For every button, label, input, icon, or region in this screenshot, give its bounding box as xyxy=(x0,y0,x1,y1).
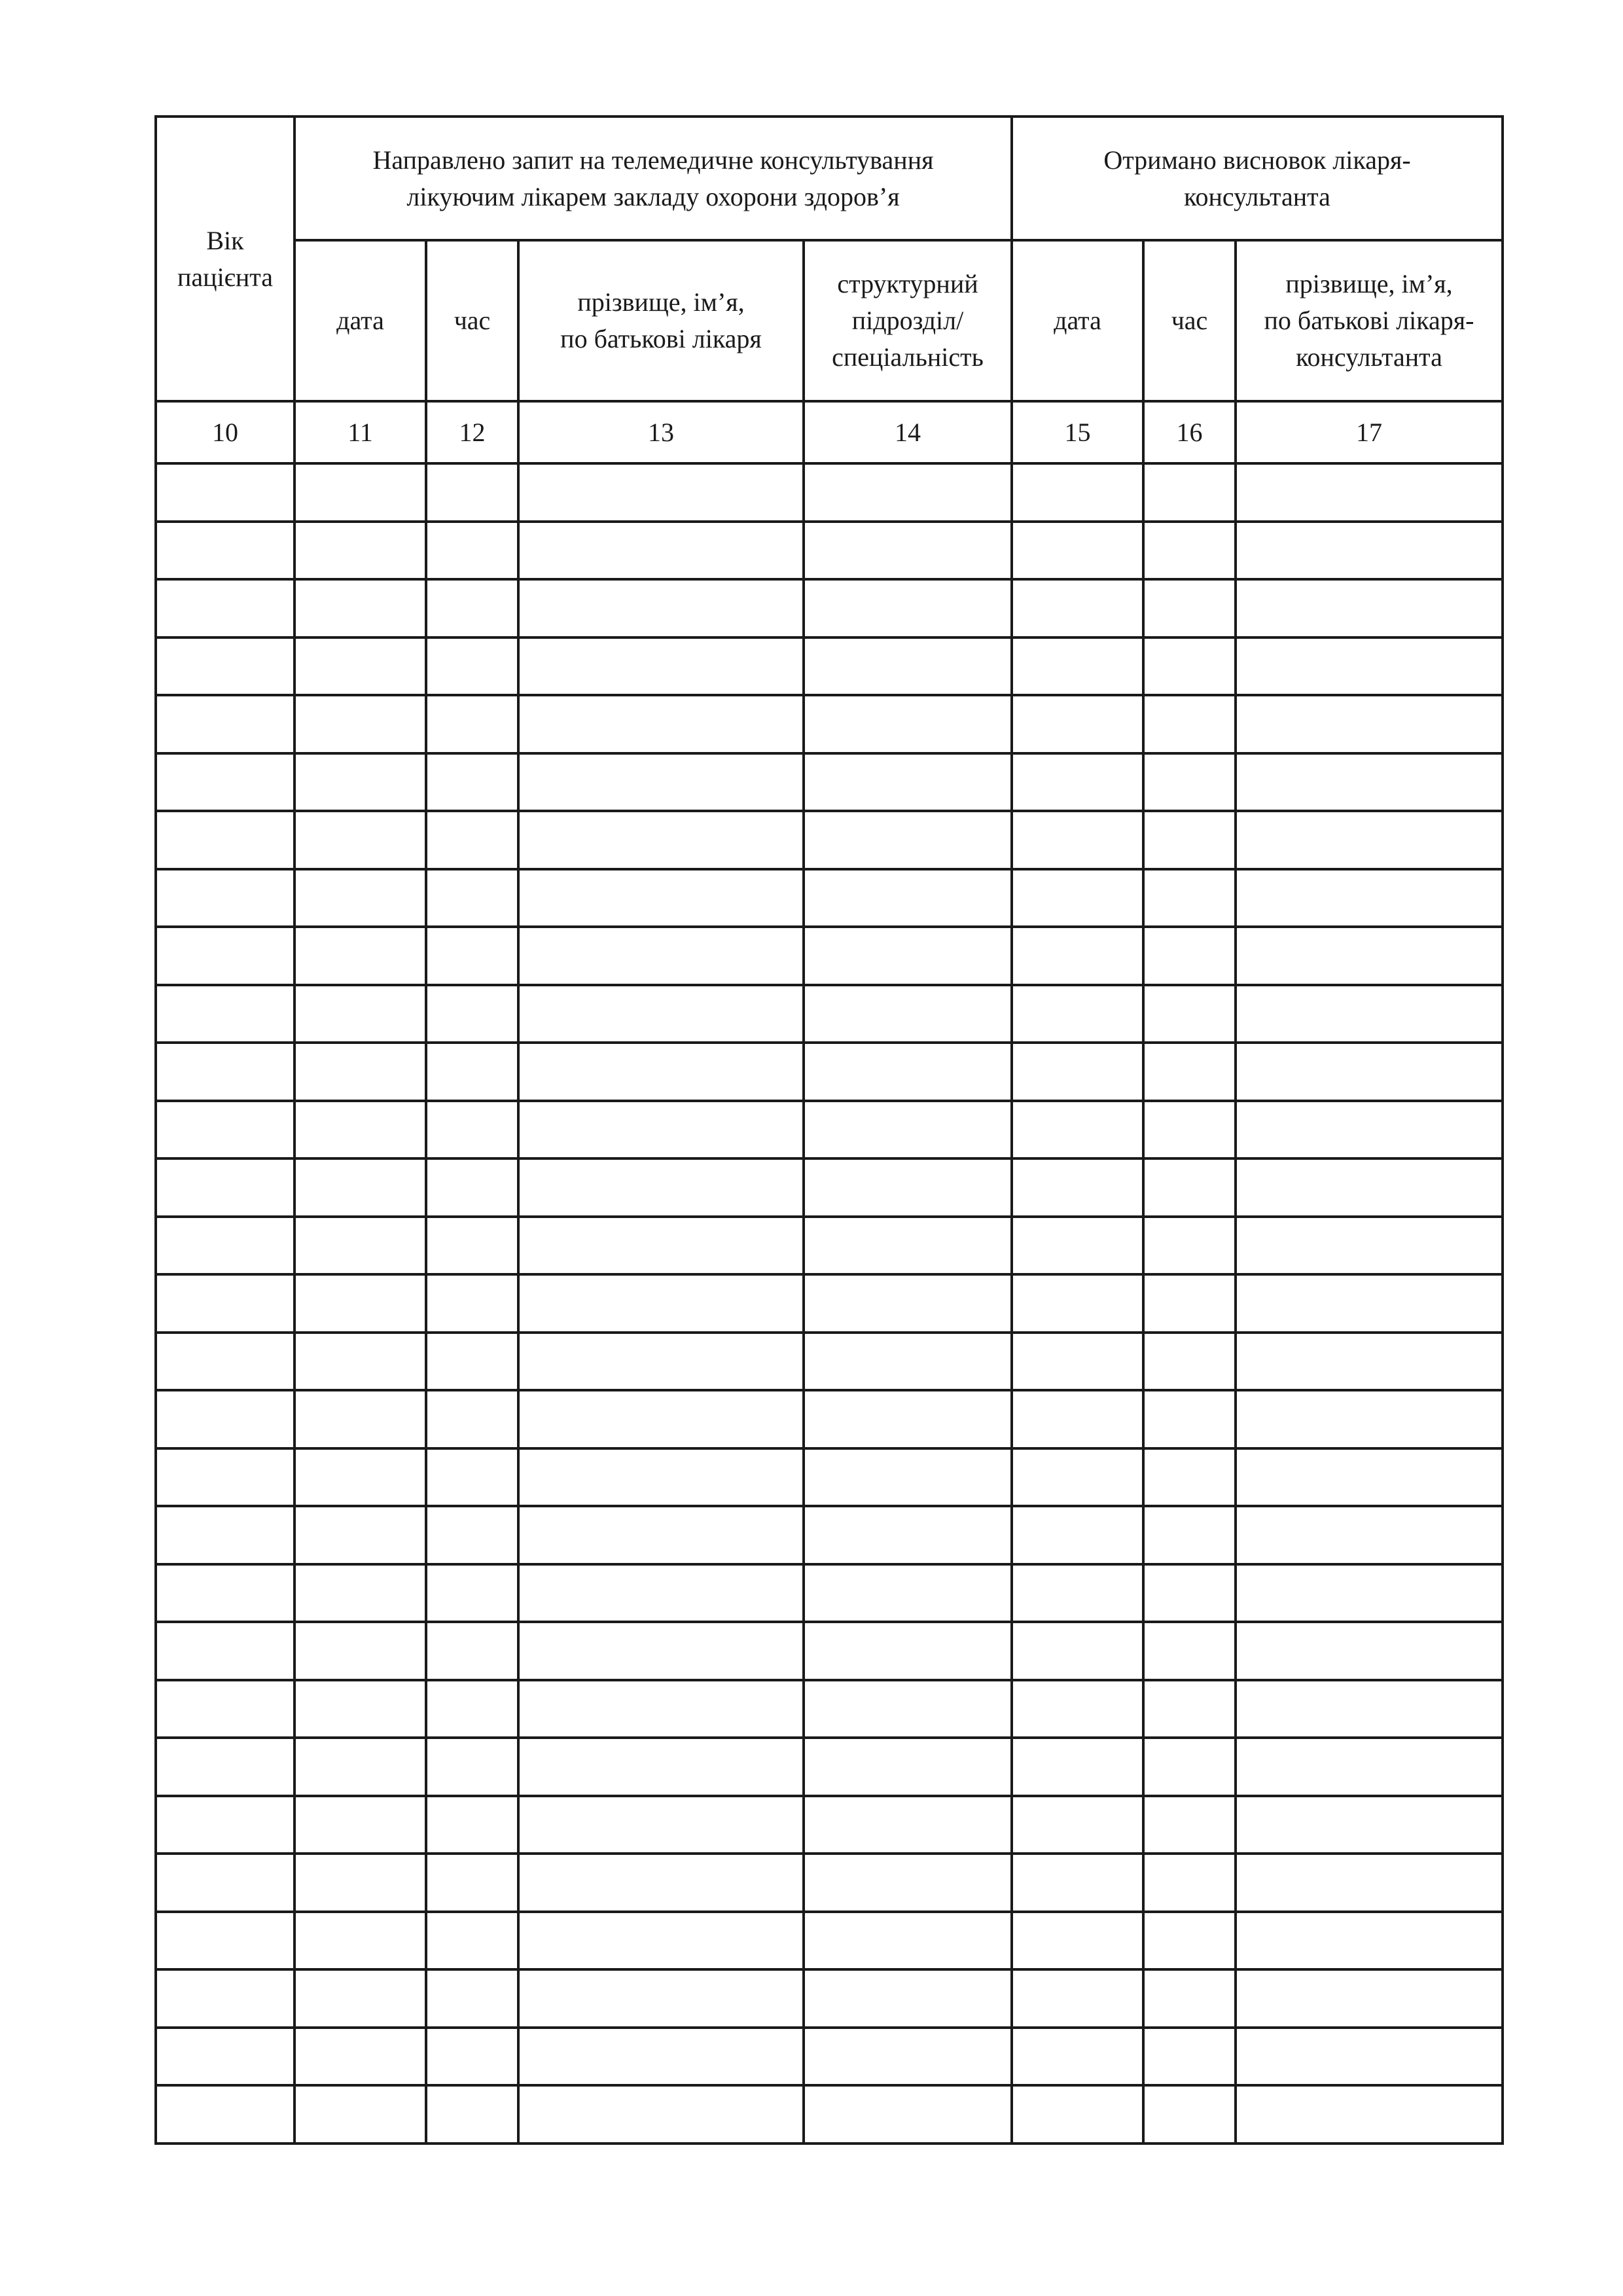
table-cell xyxy=(1012,1738,1143,1796)
table-cell xyxy=(518,1390,804,1448)
table-cell xyxy=(804,1622,1012,1680)
table-row xyxy=(156,463,1503,522)
table-row xyxy=(156,1333,1503,1391)
table-row xyxy=(156,1796,1503,1854)
table-cell xyxy=(426,522,518,580)
table-cell xyxy=(1012,927,1143,985)
table-cell xyxy=(294,1622,426,1680)
table-cell xyxy=(804,1912,1012,1970)
table-cell xyxy=(426,637,518,696)
table-cell xyxy=(1236,927,1503,985)
request-time-header: час xyxy=(426,240,518,401)
table-cell xyxy=(156,1622,294,1680)
table-row xyxy=(156,1448,1503,1507)
table-cell xyxy=(426,1158,518,1217)
table-cell xyxy=(156,1217,294,1275)
table-cell xyxy=(426,753,518,812)
table-cell xyxy=(1236,1680,1503,1738)
table-cell xyxy=(804,1101,1012,1159)
table-cell xyxy=(1236,1043,1503,1101)
table-cell xyxy=(1012,1796,1143,1854)
table-cell xyxy=(426,1390,518,1448)
table-cell xyxy=(156,869,294,927)
table-cell xyxy=(1236,522,1503,580)
table-cell xyxy=(156,2028,294,2086)
table-cell xyxy=(1143,463,1236,522)
table-cell xyxy=(804,1506,1012,1564)
table-cell xyxy=(518,1969,804,2028)
table-cell xyxy=(294,1217,426,1275)
table-cell xyxy=(1236,1448,1503,1507)
column-number: 17 xyxy=(1236,401,1503,463)
table-cell xyxy=(1143,1390,1236,1448)
table-cell xyxy=(518,1333,804,1391)
table-row xyxy=(156,695,1503,753)
conclusion-date-header: дата xyxy=(1012,240,1143,401)
table-cell xyxy=(1143,2028,1236,2086)
table-cell xyxy=(294,1101,426,1159)
column-number: 12 xyxy=(426,401,518,463)
table-cell xyxy=(1143,1333,1236,1391)
table-cell xyxy=(156,1738,294,1796)
table-cell xyxy=(518,1564,804,1623)
table-cell xyxy=(156,1564,294,1623)
table-cell xyxy=(518,1796,804,1854)
table-cell xyxy=(294,637,426,696)
table-row xyxy=(156,1854,1503,1912)
table-cell xyxy=(804,927,1012,985)
table-cell xyxy=(1143,1506,1236,1564)
table-cell xyxy=(518,463,804,522)
table-cell xyxy=(518,637,804,696)
table-cell xyxy=(156,1969,294,2028)
table-row xyxy=(156,927,1503,985)
table-row xyxy=(156,1969,1503,2028)
table-cell xyxy=(426,1101,518,1159)
table-cell xyxy=(518,1854,804,1912)
table-cell xyxy=(1143,1796,1236,1854)
table-cell xyxy=(294,1390,426,1448)
table-cell xyxy=(1012,1969,1143,2028)
table-cell xyxy=(1012,1274,1143,1333)
table-cell xyxy=(1143,1448,1236,1507)
table-row xyxy=(156,1101,1503,1159)
request-department-header: структурний підрозділ/ спеціальність xyxy=(804,240,1012,401)
table-cell xyxy=(1236,753,1503,812)
table-cell xyxy=(1143,1738,1236,1796)
table-cell xyxy=(518,985,804,1043)
table-cell xyxy=(804,1969,1012,2028)
table-cell xyxy=(426,1274,518,1333)
table-cell xyxy=(1012,869,1143,927)
table-cell xyxy=(804,579,1012,637)
table-cell xyxy=(1236,1564,1503,1623)
table-cell xyxy=(518,1043,804,1101)
table-cell xyxy=(804,1680,1012,1738)
table-cell xyxy=(1143,1101,1236,1159)
table-cell xyxy=(518,1622,804,1680)
table-cell xyxy=(804,811,1012,869)
table-cell xyxy=(294,2028,426,2086)
table-row xyxy=(156,1622,1503,1680)
table-cell xyxy=(294,1274,426,1333)
table-cell xyxy=(1012,1448,1143,1507)
table-cell xyxy=(156,1796,294,1854)
table-cell xyxy=(1012,1912,1143,1970)
request-group-header: Направлено запит на телемедичне консультування лікуючим лікарем закладу охорони здоров’я xyxy=(294,117,1012,240)
table-row xyxy=(156,1680,1503,1738)
table-cell xyxy=(1143,927,1236,985)
table-cell xyxy=(1012,1333,1143,1391)
table-cell xyxy=(426,695,518,753)
table-cell xyxy=(294,1043,426,1101)
table-cell xyxy=(804,637,1012,696)
table-cell xyxy=(1143,2085,1236,2144)
table-cell xyxy=(426,1506,518,1564)
table-cell xyxy=(1236,1101,1503,1159)
table-cell xyxy=(804,1333,1012,1391)
table-row xyxy=(156,1390,1503,1448)
table-cell xyxy=(156,1333,294,1391)
table-cell xyxy=(1236,1738,1503,1796)
table-cell xyxy=(1236,1622,1503,1680)
table-cell xyxy=(1236,1506,1503,1564)
table-row xyxy=(156,579,1503,637)
table-row xyxy=(156,1564,1503,1623)
table-cell xyxy=(156,1390,294,1448)
table-cell xyxy=(1143,753,1236,812)
table-cell xyxy=(156,1912,294,1970)
table-cell xyxy=(1236,1217,1503,1275)
table-cell xyxy=(1012,1680,1143,1738)
table-cell xyxy=(518,927,804,985)
table-cell xyxy=(804,522,1012,580)
table-row xyxy=(156,522,1503,580)
column-number: 13 xyxy=(518,401,804,463)
table-cell xyxy=(294,1796,426,1854)
table-cell xyxy=(804,1564,1012,1623)
table-cell xyxy=(1012,811,1143,869)
table-cell xyxy=(426,1622,518,1680)
table-cell xyxy=(1143,985,1236,1043)
table-cell xyxy=(1012,1564,1143,1623)
table-cell xyxy=(1236,985,1503,1043)
table-cell xyxy=(1236,1390,1503,1448)
table-cell xyxy=(294,1506,426,1564)
table-cell xyxy=(1012,985,1143,1043)
table-cell xyxy=(156,637,294,696)
table-cell xyxy=(1012,463,1143,522)
table-cell xyxy=(426,2028,518,2086)
table-cell xyxy=(1012,2085,1143,2144)
conclusion-doctor-name-header: прізвище, ім’я, по батькові лікаря- консультанта xyxy=(1236,240,1503,401)
table-cell xyxy=(426,1680,518,1738)
table-cell xyxy=(1012,579,1143,637)
table-cell xyxy=(1236,2028,1503,2086)
table-cell xyxy=(1012,1043,1143,1101)
table-body xyxy=(156,463,1503,2144)
table-cell xyxy=(294,1912,426,1970)
table-cell xyxy=(1143,1912,1236,1970)
table-cell xyxy=(1143,579,1236,637)
table-cell xyxy=(294,985,426,1043)
table-cell xyxy=(1236,811,1503,869)
table-cell xyxy=(518,579,804,637)
table-cell xyxy=(1236,869,1503,927)
table-cell xyxy=(518,2028,804,2086)
table-row xyxy=(156,2085,1503,2144)
table-cell xyxy=(804,1158,1012,1217)
table-cell xyxy=(1143,869,1236,927)
column-number: 11 xyxy=(294,401,426,463)
column-number: 15 xyxy=(1012,401,1143,463)
table-cell xyxy=(156,1854,294,1912)
table-cell xyxy=(1143,1680,1236,1738)
table-cell xyxy=(156,811,294,869)
table-row xyxy=(156,2028,1503,2086)
table-cell xyxy=(426,869,518,927)
header-row-subcolumns xyxy=(156,240,1503,401)
table-cell xyxy=(804,695,1012,753)
table-cell xyxy=(804,1217,1012,1275)
table-cell xyxy=(156,463,294,522)
table-cell xyxy=(1143,522,1236,580)
table-cell xyxy=(518,1274,804,1333)
table-cell xyxy=(804,985,1012,1043)
table-cell xyxy=(1012,1158,1143,1217)
table-cell xyxy=(1143,1854,1236,1912)
table-cell xyxy=(294,811,426,869)
request-doctor-name-header: прізвище, ім’я, по батькові лікаря xyxy=(518,240,804,401)
table-cell xyxy=(426,1043,518,1101)
table-cell xyxy=(426,1564,518,1623)
table-cell xyxy=(1143,1969,1236,2028)
table-cell xyxy=(804,1043,1012,1101)
table-cell xyxy=(426,1738,518,1796)
header-row-groups xyxy=(156,117,1503,240)
table-cell xyxy=(156,579,294,637)
table-cell xyxy=(294,579,426,637)
table-cell xyxy=(156,1043,294,1101)
table-cell xyxy=(294,927,426,985)
table-row xyxy=(156,753,1503,812)
table-cell xyxy=(1236,463,1503,522)
table-cell xyxy=(156,695,294,753)
table-cell xyxy=(518,1506,804,1564)
table-cell xyxy=(294,522,426,580)
request-date-header: дата xyxy=(294,240,426,401)
table-cell xyxy=(1012,1217,1143,1275)
table-cell xyxy=(1012,1506,1143,1564)
table-cell xyxy=(804,1796,1012,1854)
table-cell xyxy=(1236,1912,1503,1970)
table-cell xyxy=(518,1217,804,1275)
table-row xyxy=(156,1506,1503,1564)
column-number: 16 xyxy=(1143,401,1236,463)
table-cell xyxy=(156,1274,294,1333)
column-number: 14 xyxy=(804,401,1012,463)
table-cell xyxy=(518,1101,804,1159)
column-number-row xyxy=(156,401,1503,463)
table-cell xyxy=(426,1854,518,1912)
table-row xyxy=(156,1217,1503,1275)
table-cell xyxy=(804,1738,1012,1796)
table-cell xyxy=(294,1854,426,1912)
table-cell xyxy=(156,1448,294,1507)
table-cell xyxy=(1236,579,1503,637)
table-cell xyxy=(1012,2028,1143,2086)
table-cell xyxy=(294,1738,426,1796)
table-cell xyxy=(1143,695,1236,753)
table-cell xyxy=(426,1217,518,1275)
table-cell xyxy=(1012,1101,1143,1159)
table-cell xyxy=(804,463,1012,522)
table-cell xyxy=(1143,637,1236,696)
table-cell xyxy=(294,695,426,753)
table-cell xyxy=(294,1680,426,1738)
table-cell xyxy=(1236,695,1503,753)
patient-age-header: Вік пацієнта xyxy=(156,117,294,401)
table-cell xyxy=(156,1158,294,1217)
table-cell xyxy=(1236,1969,1503,2028)
table-row xyxy=(156,985,1503,1043)
table-cell xyxy=(518,522,804,580)
table-cell xyxy=(518,1680,804,1738)
table-cell xyxy=(294,753,426,812)
table-cell xyxy=(156,2085,294,2144)
table-cell xyxy=(426,985,518,1043)
table-row xyxy=(156,1274,1503,1333)
telemedicine-register-table xyxy=(154,115,1504,2145)
table-row xyxy=(156,637,1503,696)
table-cell xyxy=(804,753,1012,812)
table-cell xyxy=(518,1448,804,1507)
table-cell xyxy=(426,1448,518,1507)
conclusion-group-header: Отримано висновок лікаря- консультанта xyxy=(1012,117,1503,240)
table-cell xyxy=(518,753,804,812)
table-cell xyxy=(804,869,1012,927)
table-cell xyxy=(1143,1043,1236,1101)
table-cell xyxy=(156,522,294,580)
table-cell xyxy=(804,1274,1012,1333)
table-cell xyxy=(1012,637,1143,696)
table-cell xyxy=(294,1333,426,1391)
table-cell xyxy=(294,1448,426,1507)
table-cell xyxy=(1236,1158,1503,1217)
table-cell xyxy=(294,1969,426,2028)
table-row xyxy=(156,869,1503,927)
column-number: 10 xyxy=(156,401,294,463)
conclusion-time-header: час xyxy=(1143,240,1236,401)
table-row xyxy=(156,1043,1503,1101)
table-cell xyxy=(156,753,294,812)
table-cell xyxy=(156,1101,294,1159)
table-cell xyxy=(1012,1622,1143,1680)
table-cell xyxy=(426,2085,518,2144)
table-cell xyxy=(426,1912,518,1970)
table-cell xyxy=(426,1333,518,1391)
table-cell xyxy=(1143,1622,1236,1680)
table-cell xyxy=(1012,695,1143,753)
table-cell xyxy=(804,2028,1012,2086)
table-cell xyxy=(426,1969,518,2028)
table-cell xyxy=(1143,811,1236,869)
table-cell xyxy=(804,2085,1012,2144)
table-cell xyxy=(1012,522,1143,580)
table-cell xyxy=(1143,1158,1236,1217)
table-cell xyxy=(156,985,294,1043)
table-cell xyxy=(1012,1390,1143,1448)
table-cell xyxy=(1012,1854,1143,1912)
table-cell xyxy=(1236,1274,1503,1333)
table-cell xyxy=(518,811,804,869)
table-row xyxy=(156,1158,1503,1217)
table-cell xyxy=(426,1796,518,1854)
table-cell xyxy=(1236,637,1503,696)
table-cell xyxy=(294,2085,426,2144)
table-cell xyxy=(518,1912,804,1970)
table-cell xyxy=(518,869,804,927)
table-cell xyxy=(1143,1274,1236,1333)
table-row xyxy=(156,1738,1503,1796)
table-cell xyxy=(426,927,518,985)
table-cell xyxy=(1236,1796,1503,1854)
table-cell xyxy=(294,463,426,522)
table-cell xyxy=(426,811,518,869)
table-cell xyxy=(156,1506,294,1564)
table-cell xyxy=(518,1158,804,1217)
table-cell xyxy=(156,927,294,985)
table-cell xyxy=(804,1390,1012,1448)
table-cell xyxy=(294,1564,426,1623)
table-cell xyxy=(518,695,804,753)
table-cell xyxy=(518,1738,804,1796)
table-cell xyxy=(294,869,426,927)
table-cell xyxy=(1236,1854,1503,1912)
table-cell xyxy=(804,1854,1012,1912)
table-cell xyxy=(294,1158,426,1217)
table-cell xyxy=(426,463,518,522)
table-row xyxy=(156,811,1503,869)
table-cell xyxy=(1236,1333,1503,1391)
table-row xyxy=(156,1912,1503,1970)
table-cell xyxy=(1143,1217,1236,1275)
table-cell xyxy=(426,579,518,637)
table-cell xyxy=(156,1680,294,1738)
table-cell xyxy=(518,2085,804,2144)
table-cell xyxy=(1012,753,1143,812)
table-cell xyxy=(1236,2085,1503,2144)
table-cell xyxy=(804,1448,1012,1507)
table-cell xyxy=(1143,1564,1236,1623)
